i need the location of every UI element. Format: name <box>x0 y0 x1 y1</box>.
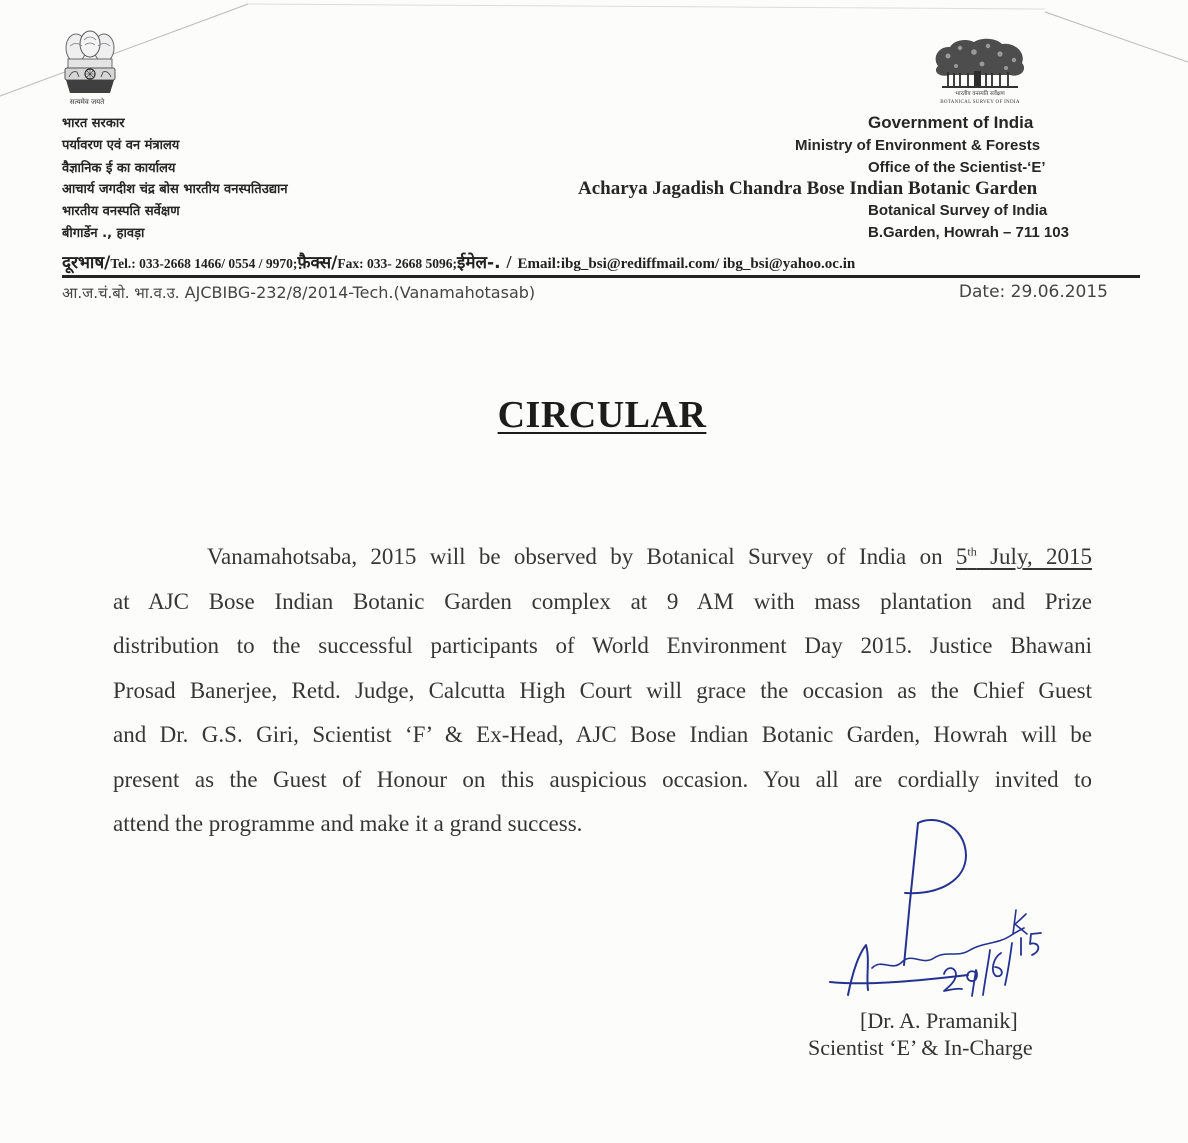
signatory-name: [Dr. A. Pramanik] <box>860 1008 1018 1033</box>
body-line-1 <box>207 535 1092 580</box>
letterhead-survey: Botanical Survey of India <box>868 202 1048 219</box>
signature-date-2 <box>944 968 962 991</box>
fax-number: Fax: 033- 2668 5096; <box>337 256 457 271</box>
reference-number <box>62 283 535 303</box>
body-line: attend the programme and make it a grand success. <box>113 811 583 836</box>
canopy-dot <box>1004 66 1008 70</box>
fax-label-hindi: फ़ैक्स/ <box>297 253 338 273</box>
body-line: at AJC Bose Indian Botanic Garden complex at 9 AM with mass plantation and Prize <box>113 588 1092 614</box>
reference-code: AJCBIBG-232/8/2014-Tech.(Vanamahotasab) <box>184 283 536 302</box>
letterhead-office: Office of the Scientist-‘E’ <box>868 159 1046 176</box>
contact-separator: / <box>506 252 512 272</box>
signatory-designation: Scientist ‘E’ & In-Charge <box>808 1035 1033 1060</box>
canopy-dot <box>997 51 1002 56</box>
hindi-line-government: भारत सरकार <box>62 116 125 131</box>
letterhead-ministry: Ministry of Environment & Forests <box>795 137 1041 154</box>
hindi-line-garden: आचार्य जगदीश चंद्र बोस भारतीय वनस्पतिउद्यान <box>62 182 288 197</box>
hindi-line-address: बीगार्डेन ., हावड़ा <box>62 226 145 241</box>
letterhead-government: Government of India <box>868 113 1034 132</box>
canopy-dot <box>986 44 990 48</box>
event-date-day: 5 <box>955 544 968 569</box>
body-line-1-text: Vanamahotsaba, 2015 will be observed by Botanical Survey of India on <box>207 544 943 569</box>
banyan-tree-logo-icon <box>928 36 1032 108</box>
telephone-label-hindi: दूरभाष/ <box>62 253 111 273</box>
emblem-motto: सत्यमेव जयते <box>69 98 105 106</box>
scan-edge-right <box>1045 12 1188 62</box>
circular-body <box>113 535 1092 847</box>
handwritten-signature <box>820 808 1060 1008</box>
letterhead-address: B.Garden, Howrah – 711 103 <box>868 224 1069 241</box>
signature-stroke-a <box>848 945 868 995</box>
canopy-dot <box>980 62 985 67</box>
logo-trunk <box>974 71 981 87</box>
signature-date-6 <box>993 953 1002 976</box>
national-emblem-icon <box>60 30 120 98</box>
hindi-line-office: वैज्ञानिक ई का कार्यालय <box>62 161 176 176</box>
signature-date-9 <box>967 970 977 996</box>
contact-line <box>62 250 1140 274</box>
event-date-month-year: July, 2015 <box>990 544 1092 569</box>
event-date-day-suffix: th <box>967 544 977 559</box>
reference-prefix-hindi: आ.ज.चं.बो. भा.व.उ. <box>62 284 180 302</box>
signature-date-5 <box>1030 933 1041 955</box>
document-title: CIRCULAR <box>497 394 707 436</box>
scan-edge-top <box>248 4 1045 9</box>
canopy-dot <box>946 54 951 59</box>
event-date <box>956 544 1092 569</box>
email-label-hindi: ईमेल-. <box>456 253 501 273</box>
logo-text-hindi: भारतीय वनस्पति सर्वेक्षण <box>955 91 1005 97</box>
logo-ground <box>942 86 1018 88</box>
body-line: present as the Guest of Honour on this auspicious occasion. You all are cordially invited to <box>113 766 1092 792</box>
canopy-dot <box>1012 58 1016 62</box>
hindi-line-ministry: पर्यावरण एवं वन मंत्रालय <box>62 138 180 153</box>
letterhead-divider <box>62 275 1140 278</box>
signature-stroke-surname <box>872 928 1024 968</box>
emblem-lion-bodies <box>68 59 112 68</box>
canopy-dot <box>971 49 977 55</box>
body-line: distribution to the successful participants of World Environment Day 2015. Justice Bhawani <box>113 633 1092 658</box>
scan-edge-left <box>0 4 248 96</box>
emblem-lion-center <box>80 31 100 57</box>
emblem-wheel-spokes <box>85 69 95 79</box>
signature-date-slash <box>983 950 990 995</box>
canopy-dot <box>958 46 962 50</box>
hindi-line-survey: भारतीय वनस्पति सर्वेक्षण <box>62 204 180 219</box>
logo-text-english: BOTANICAL SURVEY OF INDIA <box>940 100 1020 105</box>
body-line: and Dr. G.S. Giri, Scientist ‘F’ & Ex-Head, AJC Bose Indian Botanic Garden, Howrah will be <box>113 722 1092 747</box>
emblem-base <box>66 80 114 93</box>
body-line: Prosad Banerjee, Retd. Judge, Calcutta High Court will grace the occasion as the Chief Guest <box>113 677 1092 703</box>
email-addresses: Email:ibg_bsi@rediffmail.com/ ibg_bsi@yahoo.oc.in <box>517 256 856 272</box>
telephone-numbers: Tel.: 033-2668 1466/ 0554 / 9970; <box>110 256 298 271</box>
canopy-dot <box>954 64 958 68</box>
letter-date: Date: 29.06.2015 <box>958 282 1108 302</box>
letterhead-garden-name: Acharya Jagadish Chandra Bose Indian Botanic Garden <box>578 178 1038 199</box>
signature-date-slash <box>1005 943 1012 985</box>
